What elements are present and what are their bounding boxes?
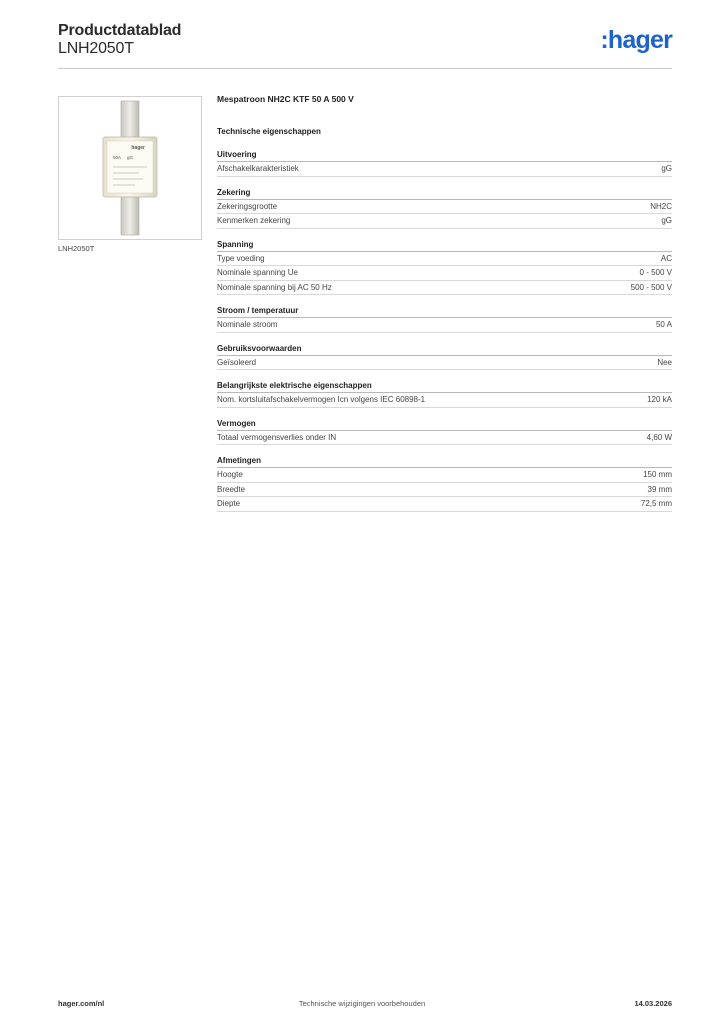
- spec-label: Zekeringsgrootte: [217, 201, 278, 211]
- spec-label: Nominale stroom: [217, 320, 278, 329]
- spec-row: [217, 318, 672, 333]
- spec-group-title: Uitvoering: [217, 150, 672, 162]
- spec-row: [217, 356, 672, 371]
- fuse-rating-label: 50A: [113, 155, 122, 160]
- spec-value: gG: [661, 164, 672, 173]
- spec-value: Nee: [657, 357, 672, 367]
- spec-label: Breedte: [217, 484, 246, 494]
- spec-group: [217, 381, 672, 408]
- header-divider: [58, 68, 672, 69]
- spec-group: [217, 456, 672, 512]
- section-title: Technische eigenschappen: [217, 127, 321, 136]
- fuse-illustration: [59, 97, 201, 239]
- product-code: LNH2050T: [58, 40, 134, 57]
- bottom-blade: [121, 195, 139, 235]
- spec-label: Nom. kortsluitafschakelvermogen Icn volgens IEC 60898-1: [217, 395, 426, 404]
- spec-label: Totaal vermogensverlies onder IN: [217, 432, 337, 442]
- spec-row: [217, 252, 672, 267]
- spec-value: 4,60 W: [646, 432, 672, 442]
- spec-value: 500 - 500 V: [630, 282, 672, 292]
- spec-group-title: Gebruiksvoorwaarden: [217, 344, 672, 356]
- spec-group-title: Spanning: [217, 240, 672, 252]
- spec-value: 150 mm: [643, 470, 672, 479]
- document-title: Productdatablad: [58, 22, 182, 39]
- spec-label: Kenmerken zekering: [217, 216, 291, 225]
- spec-label: Nominale spanning bij AC 50 Hz: [217, 282, 332, 292]
- fuse-brand-label: hager: [131, 145, 145, 151]
- spec-value: 50 A: [655, 320, 672, 329]
- spec-label: Hoogte: [217, 470, 243, 479]
- spec-content: [217, 94, 672, 512]
- spec-row: [217, 431, 672, 446]
- spec-label: Afschakelkarakteristiek: [217, 164, 299, 173]
- spec-group: [217, 419, 672, 446]
- spec-row: [217, 393, 672, 408]
- spec-row: [217, 266, 672, 281]
- spec-value: 39 mm: [647, 484, 672, 494]
- spec-label: Geïsoleerd: [217, 357, 257, 367]
- spec-groups: [217, 150, 672, 512]
- spec-group-title: Afmetingen: [217, 456, 672, 468]
- spec-value: AC: [660, 253, 672, 263]
- spec-row: [217, 200, 672, 215]
- spec-label: Type voeding: [217, 253, 265, 263]
- spec-group-title: Stroom / temperatuur: [217, 306, 672, 318]
- product-title: Mespatroon NH2C KTF 50 A 500 V: [217, 94, 354, 104]
- spec-value: 0 - 500 V: [639, 268, 672, 277]
- spec-group: [217, 188, 672, 229]
- spec-group: [217, 240, 672, 296]
- spec-group: [217, 150, 672, 177]
- spec-value: NH2C: [650, 201, 672, 211]
- spec-row: [217, 497, 672, 512]
- spec-row: [217, 483, 672, 498]
- spec-row: [217, 468, 672, 483]
- hager-logo: :hager: [600, 26, 672, 54]
- spec-group: [217, 344, 672, 371]
- fuse-class-label: gG: [127, 155, 134, 160]
- spec-group-title: Belangrijkste elektrische eigenschappen: [217, 381, 672, 393]
- product-image: [58, 96, 202, 240]
- spec-row: [217, 214, 672, 229]
- spec-value: 72,5 mm: [640, 499, 672, 508]
- top-blade: [121, 101, 139, 139]
- image-caption: LNH2050T: [58, 244, 95, 253]
- footer-date: 14.03.2026: [634, 999, 672, 1008]
- spec-group-title: Vermogen: [217, 419, 672, 431]
- footer-website: hager.com/nl: [58, 999, 105, 1008]
- spec-group: [217, 306, 672, 333]
- footer-disclaimer: Technische wijzigingen voorbehouden: [298, 999, 426, 1008]
- spec-value: 120 kA: [647, 395, 672, 404]
- spec-row: [217, 162, 672, 177]
- spec-label: Diepte: [217, 499, 241, 508]
- spec-value: gG: [661, 216, 672, 225]
- spec-row: [217, 281, 672, 296]
- spec-group-title: Zekering: [217, 188, 672, 200]
- spec-label: Nominale spanning Ue: [217, 268, 298, 277]
